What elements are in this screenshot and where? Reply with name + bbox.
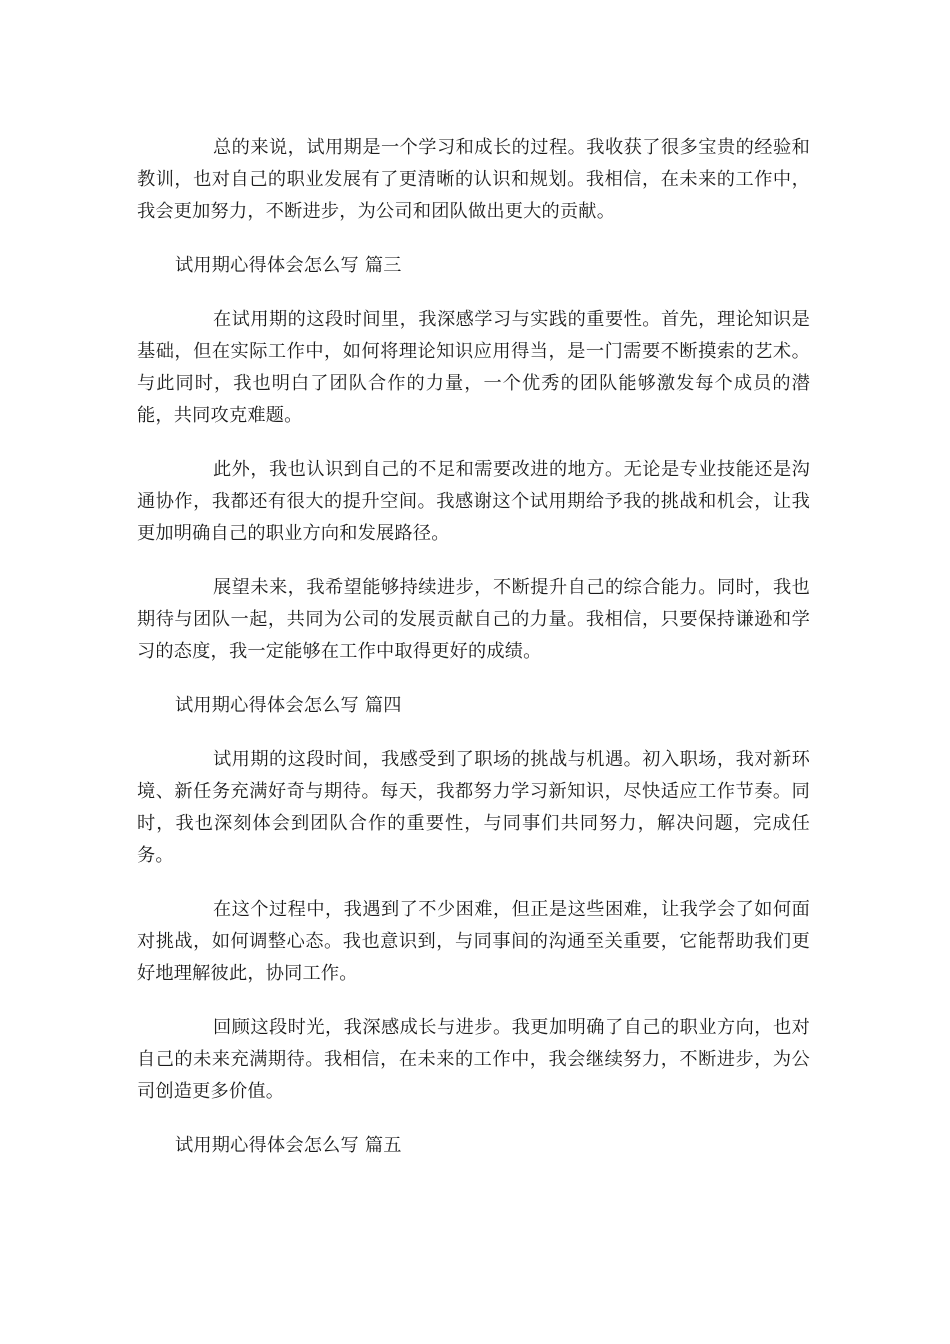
paragraph-summary: 总的来说，试用期是一个学习和成长的过程。我收获了很多宝贵的经验和教训，也对自己的职业发展有了更清晰的认识和规划。我相信，在未来的工作中，我会更加努力，不断进步，为公司和团队做出更大的贡献。 [137, 137, 810, 222]
section-heading-part-five: 试用期心得体会怎么写 篇五 [175, 1135, 402, 1156]
paragraph: 回顾这段时光，我深感成长与进步。我更加明确了自己的职业方向，也对自己的未来充满期待。我相信，在未来的工作中，我会继续努力，不断进步，为公司创造更多价值。 [137, 1017, 810, 1102]
paragraph: 在试用期的这段时间里，我深感学习与实践的重要性。首先，理论知识是基础，但在实际工作中，如何将理论知识应用得当，是一门需要不断摸索的艺术。与此同时，我也明白了团队合作的力量，一个优秀的团队能够激发每个成员的潜能，共同攻克难题。 [137, 309, 810, 426]
paragraph: 此外，我也认识到自己的不足和需要改进的地方。无论是专业技能还是沟通协作，我都还有很大的提升空间。我感谢这个试用期给予我的挑战和机会，让我更加明确自己的职业方向和发展路径。 [137, 459, 810, 544]
document-body [137, 132, 810, 1184]
paragraph: 试用期的这段时间，我感受到了职场的挑战与机遇。初入职场，我对新环境、新任务充满好奇与期待。每天，我都努力学习新知识，尽快适应工作节奏。同时，我也深刻体会到团队合作的重要性，与同事们共同努力，解决问题，完成任务。 [137, 749, 810, 866]
paragraph: 展望未来，我希望能够持续进步，不断提升自己的综合能力。同时，我也期待与团队一起，共同为公司的发展贡献自己的力量。我相信，只要保持谦逊和学习的态度，我一定能够在工作中取得更好的成绩。 [137, 577, 810, 662]
paragraph: 在这个过程中，我遇到了不少困难，但正是这些困难，让我学会了如何面对挑战，如何调整心态。我也意识到，与同事间的沟通至关重要，它能帮助我们更好地理解彼此，协同工作。 [137, 899, 810, 984]
section-heading-part-four: 试用期心得体会怎么写 篇四 [175, 695, 402, 716]
section-heading-part-three: 试用期心得体会怎么写 篇三 [175, 255, 402, 276]
